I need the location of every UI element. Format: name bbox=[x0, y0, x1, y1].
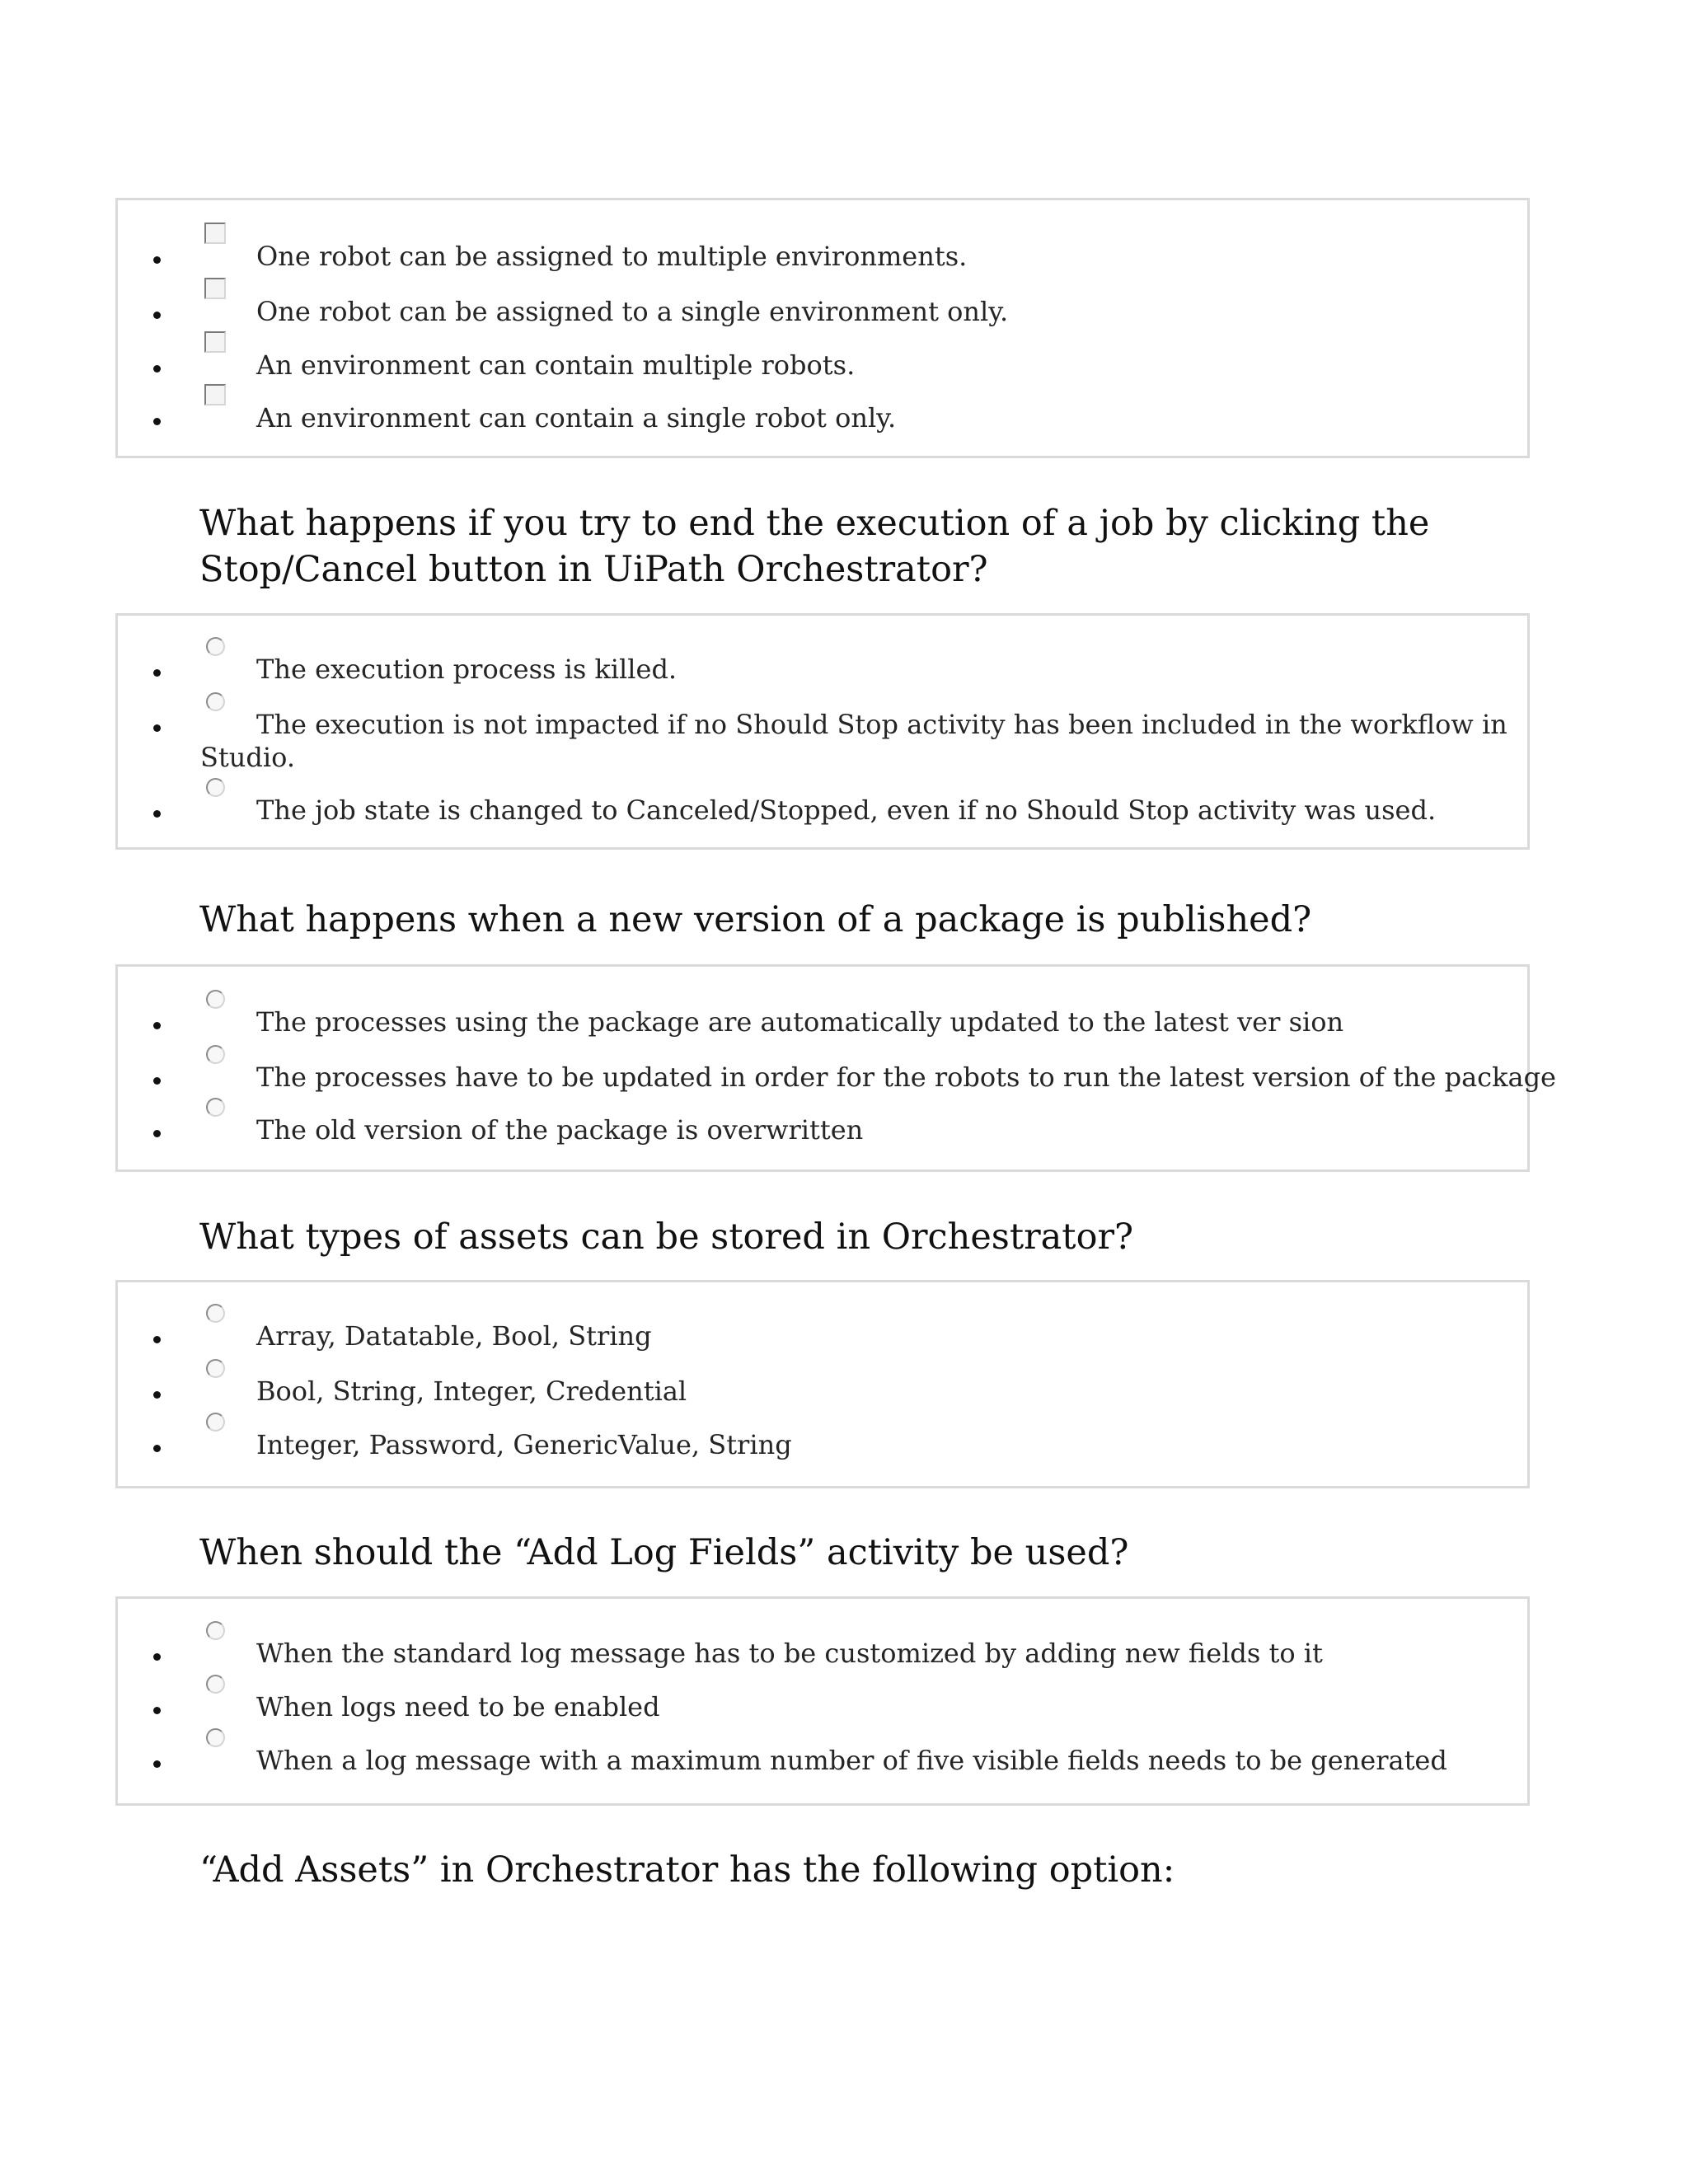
options-box-5 bbox=[115, 1596, 1530, 1806]
bullet bbox=[153, 1445, 161, 1452]
bullet bbox=[153, 1077, 161, 1085]
radio-button[interactable] bbox=[206, 1304, 225, 1323]
radio-button[interactable] bbox=[206, 1413, 225, 1432]
option-label: The execution is not impacted if no Should Stop activity has been included in the workflow in bbox=[256, 709, 1507, 740]
option-label: The job state is changed to Canceled/Stopped, even if no Should Stop activity was used. bbox=[256, 794, 1437, 826]
radio-button[interactable] bbox=[206, 778, 225, 797]
checkbox[interactable] bbox=[204, 223, 226, 244]
option-label: An environment can contain a single robot only. bbox=[256, 402, 897, 434]
radio-button[interactable] bbox=[206, 1098, 225, 1117]
bullet bbox=[153, 724, 161, 732]
bullet bbox=[153, 1336, 161, 1343]
option-label: One robot can be assigned to a single environment only. bbox=[256, 296, 1009, 327]
option-item bbox=[118, 1006, 1527, 1038]
radio-button[interactable] bbox=[206, 1621, 225, 1640]
checkbox[interactable] bbox=[204, 331, 226, 353]
option-label: Bool, String, Integer, Credential bbox=[256, 1376, 687, 1407]
option-label: The processes using the package are automatically updated to the latest ver sion bbox=[256, 1006, 1344, 1038]
question-title bbox=[199, 500, 1535, 593]
radio-button[interactable] bbox=[206, 1675, 225, 1694]
bullet bbox=[153, 1022, 161, 1029]
question-line: What happens if you try to end the execution of a job by clicking the bbox=[199, 503, 1430, 544]
bullet bbox=[153, 365, 161, 373]
bullet bbox=[153, 1391, 161, 1399]
radio-button[interactable] bbox=[206, 692, 225, 711]
bullet bbox=[153, 1760, 161, 1768]
question-title: When should the “Add Log Fields” activity be used? bbox=[199, 1532, 1129, 1573]
question-title: “Add Assets” in Orchestrator has the following option: bbox=[199, 1849, 1175, 1891]
option-label: The old version of the package is overwritten bbox=[256, 1114, 864, 1146]
question-line: Stop/Cancel button in UiPath Orchestrator? bbox=[199, 549, 988, 590]
option-item bbox=[118, 349, 1527, 381]
option-item bbox=[118, 1114, 1527, 1146]
checkbox[interactable] bbox=[204, 278, 226, 299]
radio-button[interactable] bbox=[206, 1728, 225, 1747]
option-item bbox=[118, 1376, 1527, 1407]
option-label: One robot can be assigned to multiple environments. bbox=[256, 241, 968, 272]
option-label: The processes have to be updated in order for the robots to run the latest version of the package bbox=[256, 1062, 1556, 1093]
options-box-4 bbox=[115, 1280, 1530, 1488]
option-item bbox=[118, 1638, 1527, 1669]
option-item bbox=[118, 1429, 1527, 1460]
bullet bbox=[153, 1653, 161, 1661]
bullet bbox=[153, 312, 161, 319]
bullet bbox=[153, 1130, 161, 1137]
options-box-1 bbox=[115, 198, 1530, 458]
question-title: What happens when a new version of a package is published? bbox=[199, 899, 1312, 940]
bullet bbox=[153, 810, 161, 818]
option-label: The execution process is killed. bbox=[256, 654, 678, 685]
option-label: When a log message with a maximum number of five visible fields needs to be generated bbox=[256, 1745, 1447, 1776]
radio-button[interactable] bbox=[206, 1045, 225, 1064]
option-label-continuation: Studio. bbox=[200, 742, 295, 773]
option-label: When the standard log message has to be customized by adding new fields to it bbox=[256, 1638, 1323, 1669]
option-label: An environment can contain multiple robots. bbox=[256, 349, 856, 381]
option-item bbox=[118, 1691, 1527, 1722]
options-box-2 bbox=[115, 613, 1530, 850]
option-item bbox=[118, 402, 1527, 434]
option-item bbox=[118, 654, 1527, 685]
option-item bbox=[118, 241, 1527, 272]
option-label: Array, Datatable, Bool, String bbox=[256, 1320, 652, 1352]
option-item bbox=[118, 1320, 1527, 1352]
radio-button[interactable] bbox=[206, 1359, 225, 1378]
bullet bbox=[153, 1707, 161, 1714]
options-box-3 bbox=[115, 964, 1556, 1172]
checkbox[interactable] bbox=[204, 384, 226, 405]
radio-button[interactable] bbox=[206, 637, 225, 656]
option-label: When logs need to be enabled bbox=[256, 1691, 660, 1722]
bullet bbox=[153, 418, 161, 425]
bullet bbox=[153, 669, 161, 677]
bullet bbox=[153, 256, 161, 264]
question-title: What types of assets can be stored in Orchestrator? bbox=[199, 1216, 1134, 1258]
option-label: Integer, Password, GenericValue, String bbox=[256, 1429, 792, 1460]
radio-button[interactable] bbox=[206, 990, 225, 1009]
option-item bbox=[118, 1062, 1556, 1093]
option-item bbox=[118, 794, 1527, 826]
